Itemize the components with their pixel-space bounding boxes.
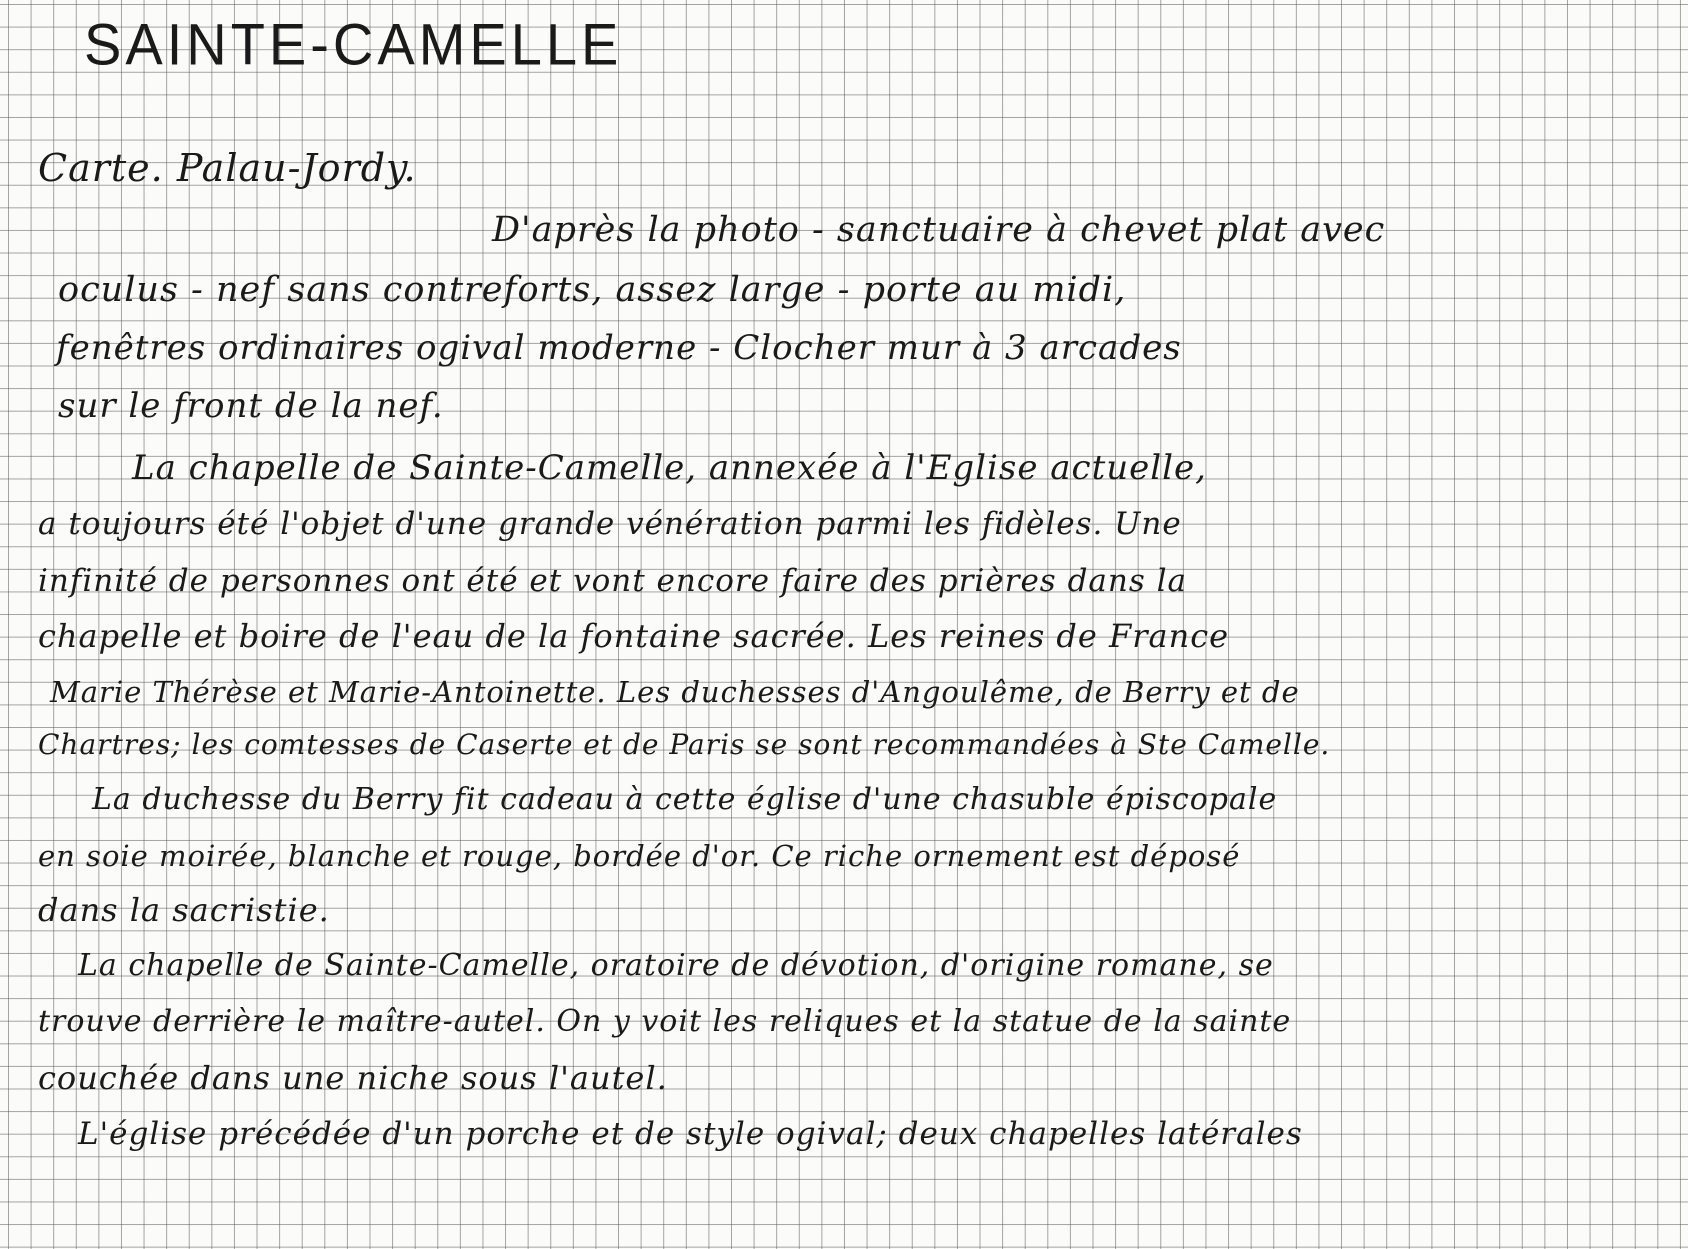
text-line: fenêtres ordinaires ogival moderne - Clocher mur à 3 arcades	[56, 328, 1182, 368]
text-line: en soie moirée, blanche et rouge, bordée d'or. Ce riche ornement est déposé	[38, 839, 1241, 873]
text-line: chapelle et boire de l'eau de la fontaine sacrée. Les reines de France	[38, 617, 1230, 655]
text-line: La duchesse du Berry fit cadeau à cette église d'une chasuble épiscopale	[92, 782, 1278, 817]
text-line: D'après la photo - sanctuaire à chevet plat avec	[492, 210, 1386, 250]
text-line: Marie Thérèse et Marie-Antoinette. Les duchesses d'Angoulême, de Berry et de	[50, 675, 1300, 709]
text-line: sur le front de la nef.	[58, 386, 444, 426]
text-line: Chartres; les comtesses de Caserte et de Paris se sont recommandées à Ste Camelle.	[38, 728, 1331, 761]
text-line: oculus - nef sans contreforts, assez large - porte au midi,	[58, 270, 1127, 310]
text-line: infinité de personnes ont été et vont encore faire des prières dans la	[38, 563, 1188, 599]
text-line: dans la sacristie.	[38, 891, 330, 929]
page-title: SAINTE-CAMELLE	[84, 11, 623, 78]
text-line: Carte. Palau-Jordy.	[38, 146, 417, 190]
text-line: La chapelle de Sainte-Camelle, annexée à l'Eglise actuelle,	[132, 448, 1207, 488]
text-line: La chapelle de Sainte-Camelle, oratoire de dévotion, d'origine romane, se	[78, 948, 1274, 983]
text-line: a toujours été l'objet d'une grande vénération parmi les fidèles. Une	[38, 506, 1182, 542]
page-edge	[1688, 0, 1694, 1249]
text-line: trouve derrière le maître-autel. On y voit les reliques et la statue de la sainte	[38, 1004, 1292, 1039]
text-line: couchée dans une niche sous l'autel.	[38, 1059, 668, 1097]
text-line: L'église précédée d'un porche et de style ogival; deux chapelles latérales	[78, 1116, 1303, 1152]
